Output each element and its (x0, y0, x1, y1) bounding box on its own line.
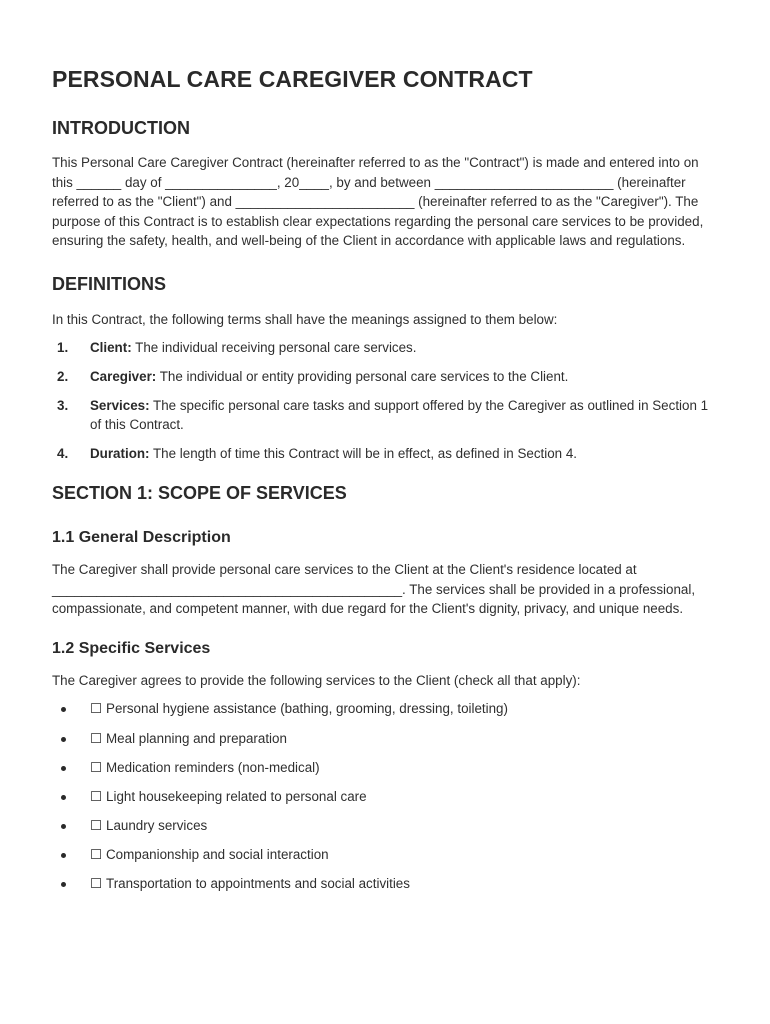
general-description-heading: 1.1 General Description (52, 529, 231, 547)
specific-services-heading: 1.2 Specific Services (52, 639, 211, 657)
definition-term: Services: (90, 397, 150, 413)
bullet-icon (61, 795, 66, 800)
definition-term: Client: (90, 339, 132, 355)
checkbox-icon[interactable]: ☐ (90, 730, 103, 746)
bullet-icon (61, 853, 66, 858)
service-item (52, 874, 722, 894)
service-item (52, 787, 722, 807)
services-list (52, 699, 722, 893)
service-label: Transportation to appointments and social activities (106, 875, 410, 891)
service-label: Light housekeeping related to personal care (106, 788, 367, 804)
introduction-heading: INTRODUCTION (52, 118, 190, 138)
checkbox-icon[interactable]: ☐ (90, 788, 103, 804)
section1-heading: SECTION 1: SCOPE OF SERVICES (52, 483, 347, 504)
definition-item (52, 367, 722, 387)
introduction-paragraph: This Personal Care Caregiver Contract (hereinafter referred to as the "Contract") is made and entered into on this ______ day of _______________, 20____, by and between ________________________ (hereinafter referred to as the "Client") and ________________________ (hereinafter referred to as the "Caregiver"). The purpose of this Contract is to establish clear expectations regarding the personal care services to be provided, ensuring the safety, health, and well-being of the Client in accordance with applicable laws and regulations. (52, 155, 704, 249)
definitions-lead: In this Contract, the following terms shall have the meanings assigned to them below: (52, 311, 558, 327)
definition-text: The individual receiving personal care services. (131, 339, 417, 355)
service-label: Companionship and social interaction (106, 846, 329, 862)
document-page (52, 66, 722, 903)
service-item (52, 845, 722, 865)
checkbox-icon[interactable]: ☐ (90, 875, 103, 891)
service-label: Medication reminders (non-medical) (106, 759, 320, 775)
bullet-icon (61, 707, 66, 712)
checkbox-icon[interactable]: ☐ (90, 701, 103, 717)
definition-term: Caregiver: (90, 368, 157, 384)
checkbox-icon[interactable]: ☐ (90, 817, 103, 833)
definition-number: 2. (57, 368, 69, 384)
definitions-list (52, 338, 722, 464)
definition-number: 4. (57, 446, 69, 462)
service-item (52, 729, 722, 749)
service-label: Laundry services (106, 817, 208, 833)
definition-term: Duration: (90, 446, 150, 462)
definition-text: The individual or entity providing personal care services to the Client. (156, 368, 569, 384)
service-item (52, 816, 722, 836)
checkbox-icon[interactable]: ☐ (90, 759, 103, 775)
definition-item (52, 338, 722, 358)
service-item (52, 699, 722, 719)
definition-number: 3. (57, 397, 69, 413)
definitions-heading: DEFINITIONS (52, 273, 167, 294)
specific-services-lead: The Caregiver agrees to provide the following services to the Client (check all that apply): (52, 672, 581, 688)
definition-item (52, 444, 722, 464)
definition-item (52, 396, 722, 435)
service-label: Personal hygiene assistance (bathing, grooming, dressing, toileting) (106, 701, 508, 717)
service-label: Meal planning and preparation (106, 730, 287, 746)
bullet-icon (61, 766, 66, 771)
document-title: PERSONAL CARE CAREGIVER CONTRACT (52, 66, 533, 92)
bullet-icon (61, 737, 66, 742)
checkbox-icon[interactable]: ☐ (90, 846, 103, 862)
bullet-icon (61, 882, 66, 887)
definition-text: The specific personal care tasks and support offered by the Caregiver as outlined in Section 1 of this Contract. (90, 397, 709, 433)
definition-number: 1. (57, 339, 69, 355)
service-item (52, 758, 722, 778)
general-description-paragraph: The Caregiver shall provide personal care services to the Client at the Client's residence located at _______________________________________________. The services shall be provided in a professional, compassionate, and competent manner, with due regard for the Client's dignity, privacy, and unique needs. (52, 562, 696, 617)
definition-text: The length of time this Contract will be in effect, as defined in Section 4. (149, 446, 578, 462)
bullet-icon (61, 824, 66, 829)
